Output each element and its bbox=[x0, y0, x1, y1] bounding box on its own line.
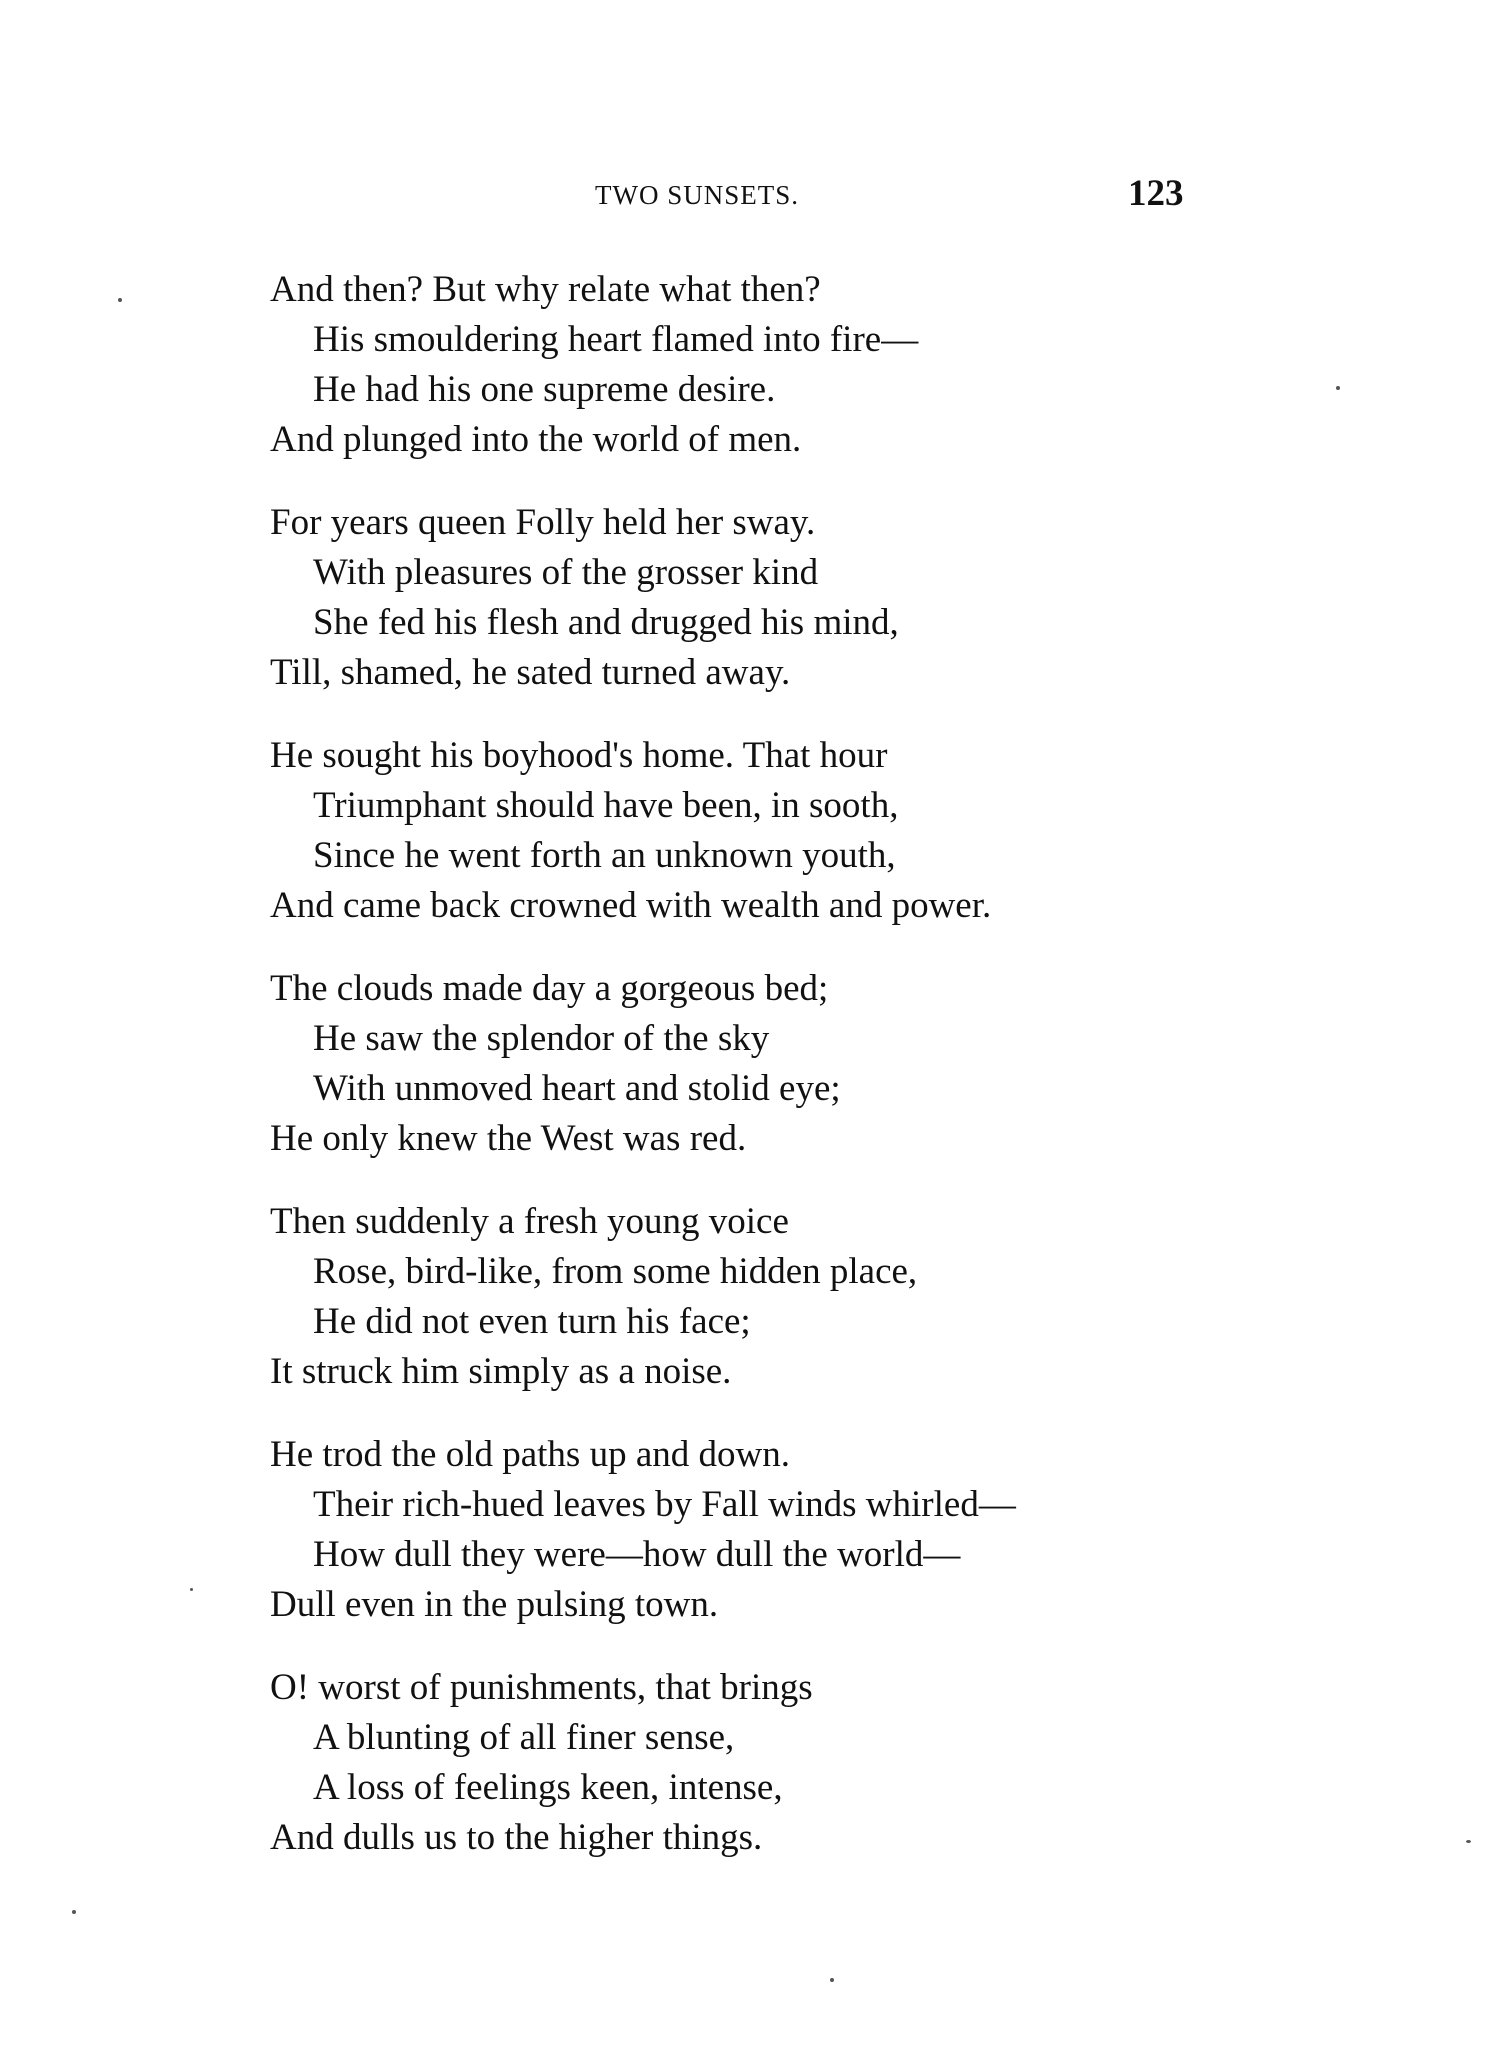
poem-line: O! worst of punishments, that brings bbox=[270, 1667, 813, 1708]
poem-line: A blunting of all finer sense, bbox=[313, 1717, 735, 1758]
poem bbox=[270, 265, 1270, 1896]
scan-speck bbox=[1466, 1840, 1471, 1843]
poem-line: Triumphant should have been, in sooth, bbox=[313, 785, 899, 826]
poem-line: And plunged into the world of men. bbox=[270, 419, 802, 460]
poem-line: He trod the old paths up and down. bbox=[270, 1434, 790, 1475]
poem-line: Their rich-hued leaves by Fall winds whirled— bbox=[313, 1484, 1016, 1525]
poem-line: And then? But why relate what then? bbox=[270, 269, 821, 310]
poem-line: With unmoved heart and stolid eye; bbox=[313, 1068, 841, 1109]
stanza bbox=[270, 1197, 1270, 1397]
running-title: TWO SUNSETS. bbox=[595, 180, 800, 210]
poem-line: How dull they were—how dull the world— bbox=[313, 1534, 961, 1575]
poem-line: He saw the splendor of the sky bbox=[313, 1018, 770, 1059]
stanza bbox=[270, 498, 1270, 698]
poem-line: Rose, bird-like, from some hidden place, bbox=[313, 1251, 918, 1292]
stanza bbox=[270, 1663, 1270, 1863]
poem-line: And dulls us to the higher things. bbox=[270, 1817, 763, 1858]
poem-line: She fed his flesh and drugged his mind, bbox=[313, 602, 899, 643]
stanza bbox=[270, 1430, 1270, 1630]
scan-speck bbox=[118, 298, 122, 302]
poem-line: Then suddenly a fresh young voice bbox=[270, 1201, 789, 1242]
poem-line: Since he went forth an unknown youth, bbox=[313, 835, 896, 876]
stanza bbox=[270, 265, 1270, 465]
poem-line: Till, shamed, he sated turned away. bbox=[270, 652, 791, 693]
scan-speck bbox=[1336, 386, 1340, 390]
stanza bbox=[270, 731, 1270, 931]
scan-speck bbox=[72, 1910, 76, 1914]
poem-line: A loss of feelings keen, intense, bbox=[313, 1767, 783, 1808]
poem-line: With pleasures of the grosser kind bbox=[313, 552, 819, 593]
poem-line: It struck him simply as a noise. bbox=[270, 1351, 732, 1392]
poem-line: He sought his boyhood's home. That hour bbox=[270, 735, 888, 776]
poem-line: He only knew the West was red. bbox=[270, 1118, 747, 1159]
scan-speck bbox=[190, 1588, 193, 1591]
poem-line: For years queen Folly held her sway. bbox=[270, 502, 816, 543]
stanza bbox=[270, 964, 1270, 1164]
poem-line: He did not even turn his face; bbox=[313, 1301, 751, 1342]
page-number: 123 bbox=[1128, 173, 1184, 214]
poem-line: The clouds made day a gorgeous bed; bbox=[270, 968, 829, 1009]
poem-line: His smouldering heart flamed into fire— bbox=[313, 319, 919, 360]
poem-line: And came back crowned with wealth and power. bbox=[270, 885, 992, 926]
poem-line: Dull even in the pulsing town. bbox=[270, 1584, 719, 1625]
poem-line: He had his one supreme desire. bbox=[313, 369, 776, 410]
scan-speck bbox=[830, 1978, 834, 1982]
